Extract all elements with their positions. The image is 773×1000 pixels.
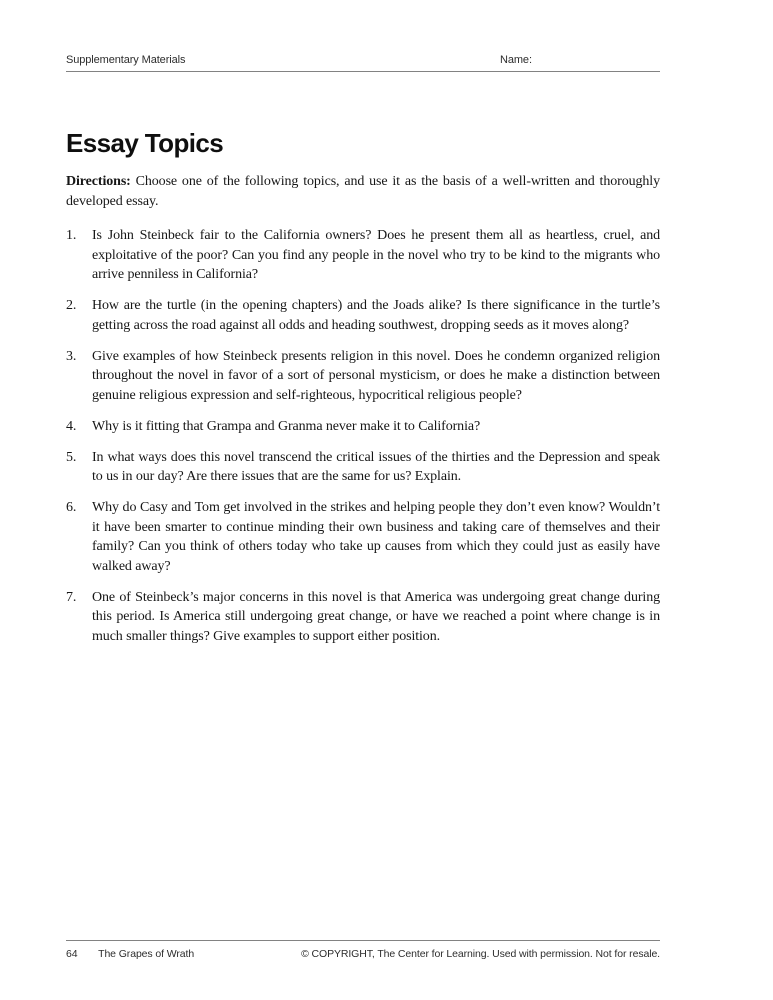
topic-text: Is John Steinbeck fair to the California owners? Does he present them all as heartless, cruel, and exploitative of the poor? Can you find any people in the novel who try to be kind to the migrants who arrive penniless in California?: [92, 228, 660, 282]
footer-row: [66, 948, 660, 960]
page-number: 64: [66, 948, 78, 960]
topic-text: Why do Casy and Tom get involved in the strikes and helping people they don’t even know? Wouldn’t it have been smarter to continue minding their own business and taking care of themselves and their family? Can you think of others today who take up causes from which they could just as easily have walked away?: [92, 500, 660, 574]
topic-text: Why is it fitting that Grampa and Granma never make it to California?: [92, 418, 481, 434]
topic-number: 6.: [66, 500, 77, 515]
topic-number: 4.: [66, 418, 77, 434]
header-row: [66, 54, 660, 66]
topic-number: 5.: [66, 449, 77, 465]
topic-item-6: [66, 498, 660, 576]
topic-item-4: [66, 417, 660, 437]
topic-item-7: [66, 588, 660, 647]
topic-text: Give examples of how Steinbeck presents religion in this novel. Does he condemn organized religion throughout the novel in favor of a sort of personal mysticism, or does he make a distinction between genuine religious expression and self-righteous, hypocritical religious people?: [92, 348, 660, 403]
copyright-notice: © COPYRIGHT, The Center for Learning. Used with permission. Not for resale.: [301, 948, 660, 960]
footer-rule: [66, 940, 660, 941]
topic-text: In what ways does this novel transcend the critical issues of the thirties and the Depression and speak to us in our day? Are there issues that are the same for us? Explain.: [92, 449, 660, 484]
topic-item-3: [66, 347, 660, 406]
footer-left: [66, 948, 194, 960]
page-header: [66, 54, 660, 72]
topic-number: 7.: [66, 589, 77, 605]
book-title: The Grapes of Wrath: [98, 948, 195, 960]
topic-text: How are the turtle (in the opening chapters) and the Joads alike? Is there significance in the turtle’s getting across the road against all odds and heading southwest, dropping seeds as it moves along?: [92, 298, 660, 333]
topic-item-5: [66, 448, 660, 487]
essay-topics-list: [66, 226, 660, 646]
page-title: Essay Topics: [66, 128, 224, 158]
directions-text: Choose one of the following topics, and use it as the basis of a well-written and thoroughly developed essay.: [66, 174, 660, 209]
topic-item-1: [66, 226, 660, 285]
name-label: Name:: [500, 54, 532, 66]
topic-number: 3.: [66, 348, 77, 364]
topic-item-2: [66, 296, 660, 335]
header-rule: [66, 71, 660, 72]
page-footer: [66, 935, 660, 960]
topic-number: 1.: [66, 228, 77, 243]
topic-number: 2.: [66, 298, 77, 313]
directions-label: Directions:: [66, 174, 131, 189]
main-content: [66, 128, 660, 658]
header-left-label: Supplementary Materials: [66, 54, 186, 66]
topic-text: One of Steinbeck’s major concerns in this novel is that America was undergoing great change during this period. Is America still undergoing great change, or have we reached a point where change is in much smaller things? Give examples to support either position.: [92, 589, 660, 644]
directions: [66, 172, 660, 211]
